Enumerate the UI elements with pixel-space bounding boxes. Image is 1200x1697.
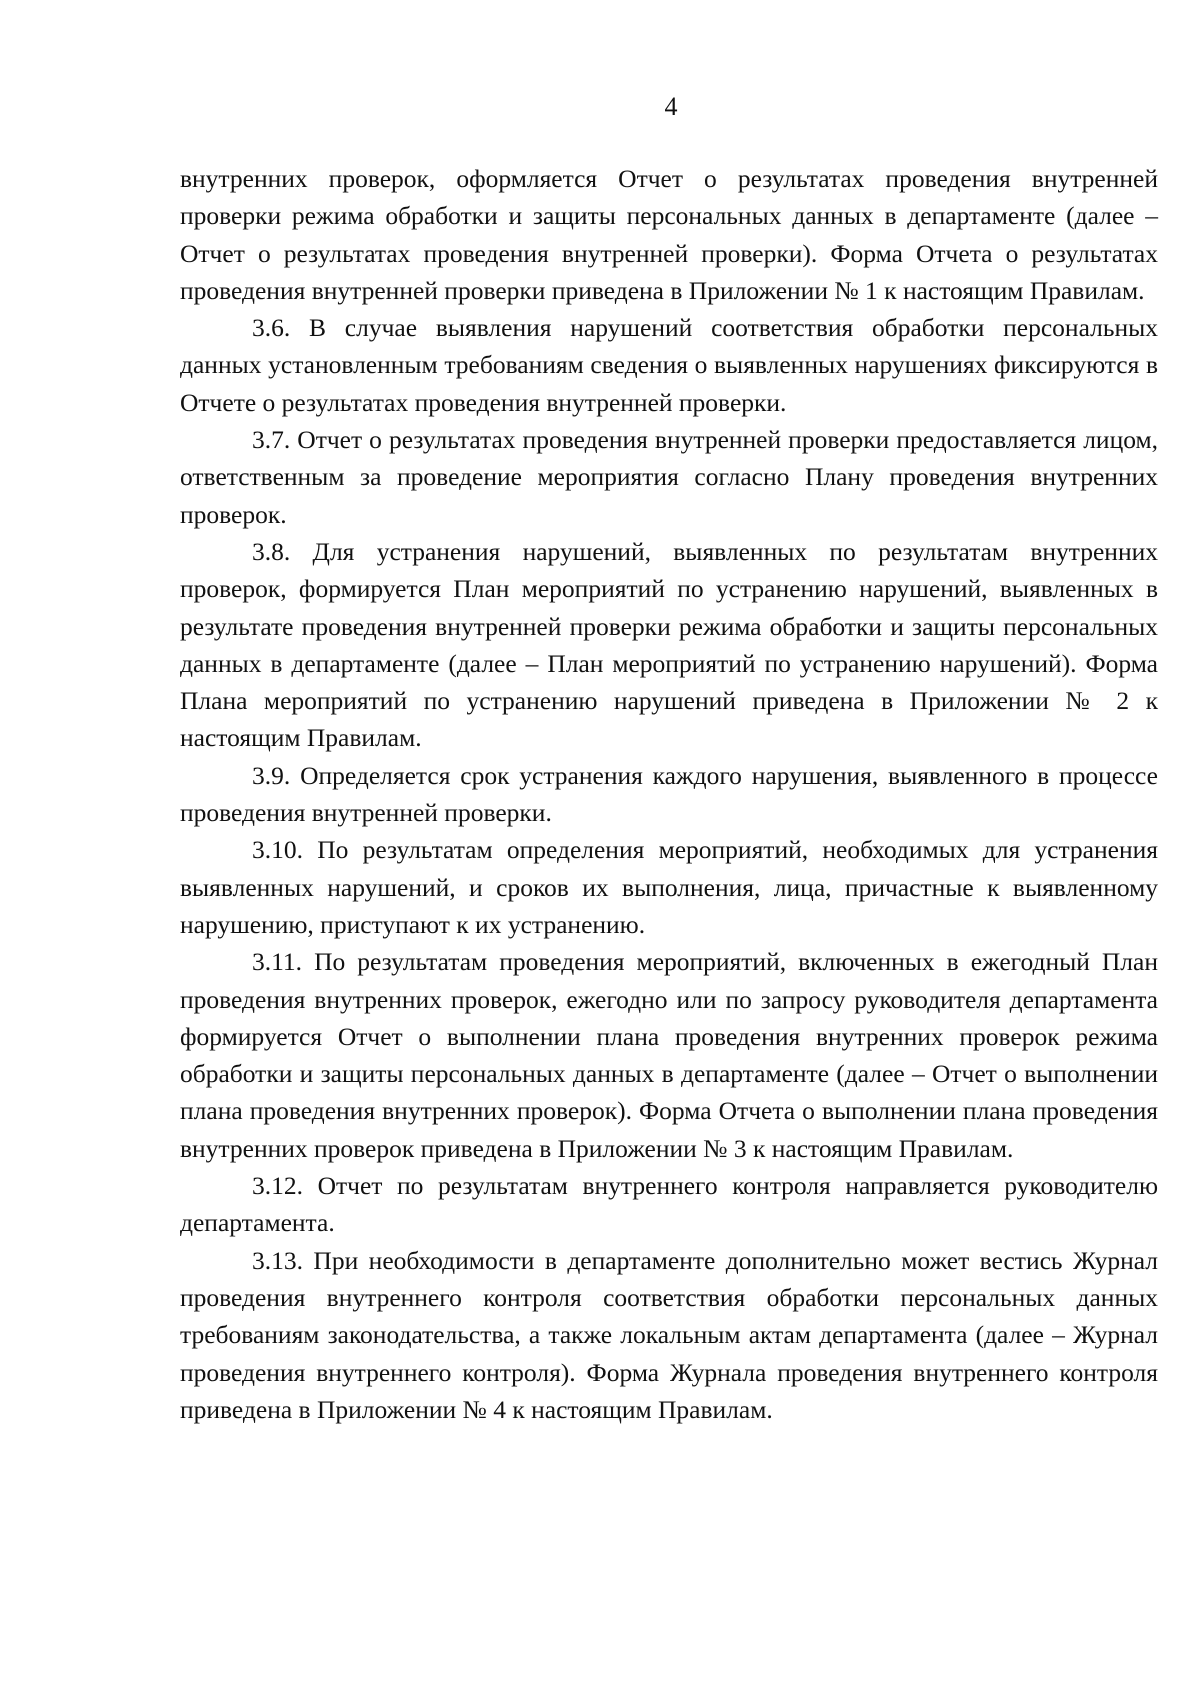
paragraph-3-6: 3.6. В случае выявления нарушений соответствия обработки персональных данных установленным требованиям сведения о выявленных нарушениях фиксируются в Отчете о результатах проведения внутренней проверки.: [180, 313, 1158, 417]
paragraph-continuation: внутренних проверок, оформляется Отчет о результатах проведения внутренней проверки режима обработки и защиты персональных данных в департаменте (далее – Отчет о результатах проведения внутренней проверки). Форма Отчета о результатах проведения внутренней проверки приведена в Приложении № 1 к настоящим Правилам.: [180, 164, 1158, 305]
paragraph-3-11: 3.11. По результатам проведения мероприятий, включенных в ежегодный План проведения внутренних проверок, ежегодно или по запросу руководителя департамента формируется Отчет о выполнении плана проведения внутренних проверок режима обработки и защиты персональных данных в департаменте (далее – Отчет о выполнении плана проведения внутренних проверок). Форма Отчета о выполнении плана проведения внутренних проверок приведена в Приложении № 3 к настоящим Правилам.: [180, 947, 1158, 1163]
paragraph-3-9: 3.9. Определяется срок устранения каждого нарушения, выявленного в процессе проведения внутренней проверки.: [180, 760, 1158, 828]
document-body: [180, 160, 1158, 1428]
page-number: 4: [664, 92, 678, 121]
paragraph-3-8: 3.8. Для устранения нарушений, выявленных по результатам внутренних проверок, формируется План мероприятий по устранению нарушений, выявленных в результате проведения внутренней проверки режима обработки и защиты персональных данных в департаменте (далее – План мероприятий по устранению нарушений). Форма Плана мероприятий по устранению нарушений приведена в Приложении № 2 к настоящим Правилам.: [180, 536, 1158, 753]
paragraph-3-12: 3.12. Отчет по результатам внутреннего контроля направляется руководителю департамента.: [180, 1171, 1158, 1238]
paragraph-3-13: 3.13. При необходимости в департаменте дополнительно может вестись Журнал проведения внутреннего контроля соответствия обработки персональных данных требованиям законодательства, а также локальным актам департамента (далее – Журнал проведения внутреннего контроля). Форма Журнала проведения внутреннего контроля приведена в Приложении № 4 к настоящим Правилам.: [180, 1245, 1158, 1424]
paragraph-3-7: 3.7. Отчет о результатах проведения внутренней проверки предоставляется лицом, ответственным за проведение мероприятия согласно Плану проведения внутренних проверок.: [180, 425, 1158, 529]
paragraph-3-10: 3.10. По результатам определения мероприятий, необходимых для устранения выявленных нарушений, и сроков их выполнения, лица, причастные к выявленному нарушению, приступают к их устранению.: [180, 835, 1158, 939]
